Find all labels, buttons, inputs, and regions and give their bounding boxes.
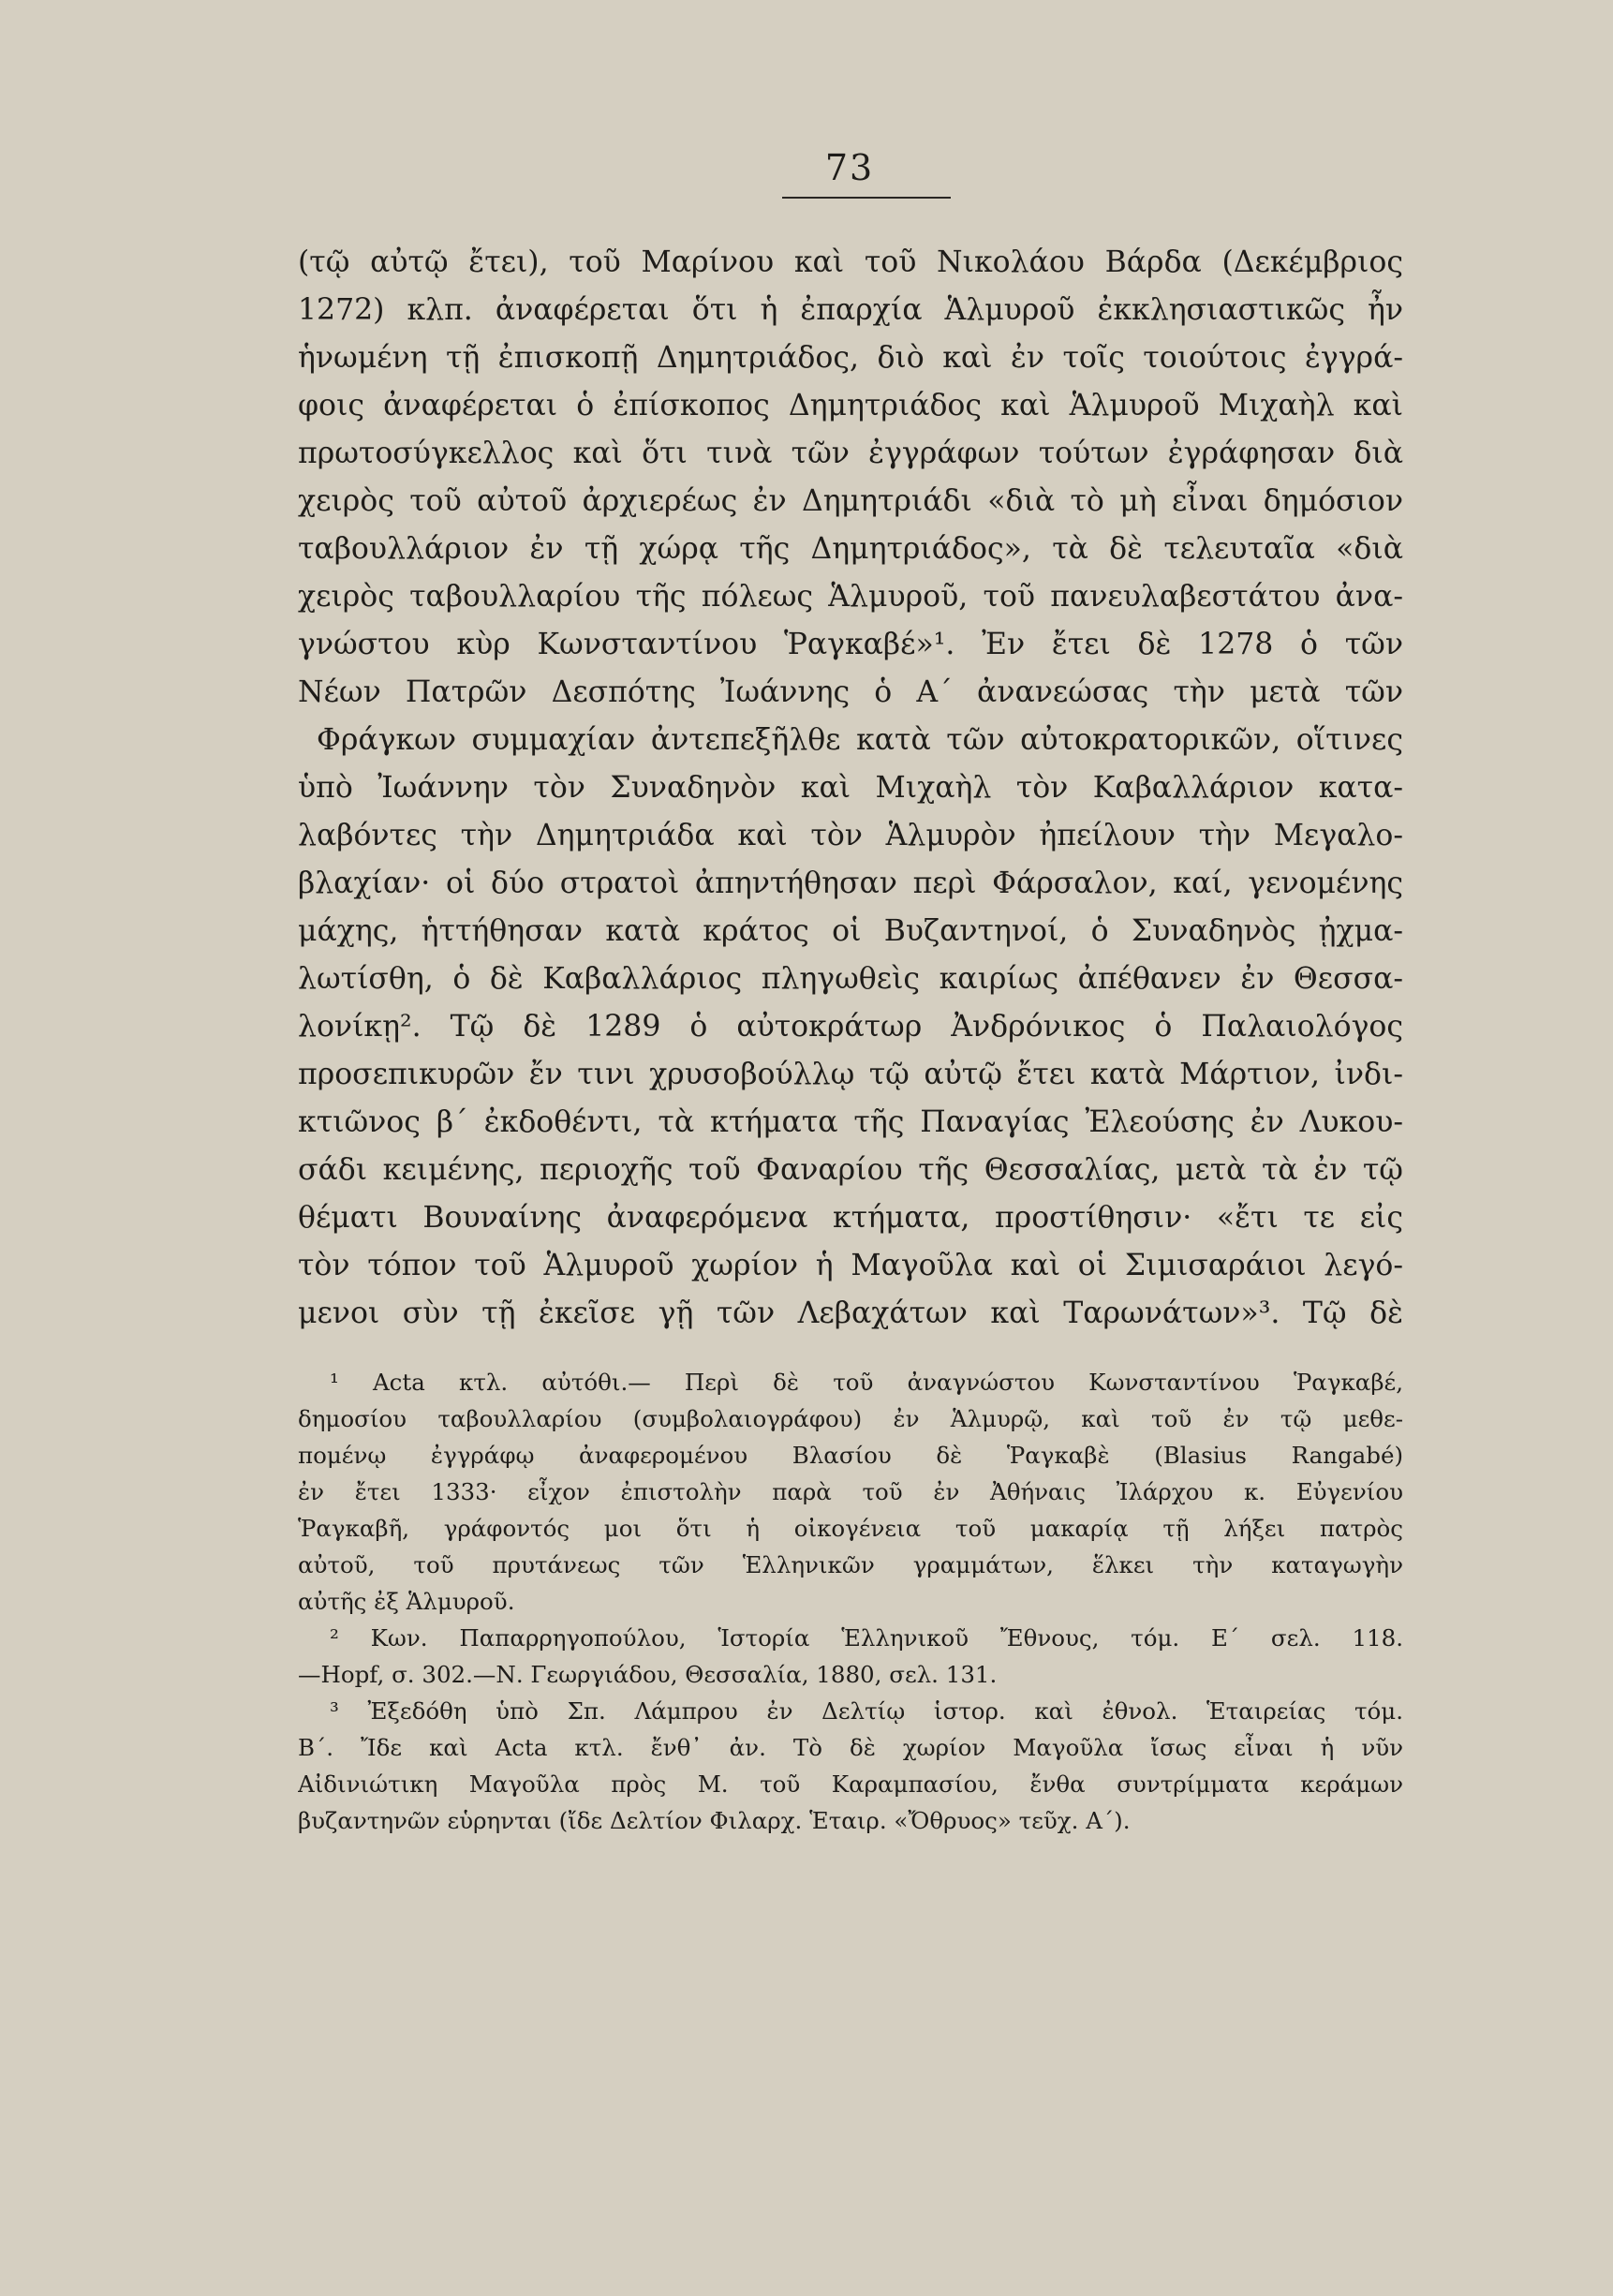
footnote-line: πομένῳ ἐγγράφῳ ἀναφερομένου Βλασίου δὲ Ῥαγκαβὲ (Blasius Rangabé) <box>298 1442 1403 1469</box>
footnote-line: ² Κων. Παπαρρηγοπούλου, Ἱστορία Ἑλληνικοῦ Ἔθνους, τόμ. Ε´ σελ. 118. <box>330 1624 1403 1652</box>
text-line: χειρὸς ταβουλλαρίου τῆς πόλεως Ἁλμυροῦ, τοῦ πανευλαβεστάτου ἀνα- <box>298 580 1403 614</box>
text-line: θέματι Βουναίνης ἀναφερόμενα κτήματα, προστίθησιν· «ἔτι τε εἰς <box>298 1201 1403 1235</box>
text-line: σάδι κειμένης, περιοχῆς τοῦ Φαναρίου τῆς Θεσσαλίας, μετὰ τὰ ἐν τῷ <box>298 1153 1403 1187</box>
text-line: πρωτοσύγκελλος καὶ ὅτι τινὰ τῶν ἐγγράφων τούτων ἐγράφησαν διὰ <box>298 437 1403 470</box>
text-line: βλαχίαν· οἱ δύο στρατοὶ ἀπηντήθησαν περὶ Φάρσαλον, καί, γενομένης <box>298 867 1403 900</box>
text-line: τὸν τόπον τοῦ Ἁλμυροῦ χωρίον ἡ Μαγοῦλα καὶ οἱ Σιμισαράιοι λεγό- <box>298 1249 1403 1282</box>
footnote-line: ἐν ἔτει 1333· εἶχον ἐπιστολὴν παρὰ τοῦ ἐν Ἀθήναις Ἰλάρχου κ. Εὐγενίου <box>298 1478 1403 1505</box>
text-line: μενοι σὺν τῇ ἐκεῖσε γῇ τῶν Λεβαχάτων καὶ Ταρωνάτων»³. Τῷ δὲ <box>298 1296 1403 1330</box>
footnote-line: —Hopf, σ. 302.—Ν. Γεωργιάδου, Θεσσαλία, 1880, σελ. 131. <box>298 1661 998 1688</box>
text-line: ὑπὸ Ἰωάννην τὸν Συναδηνὸν καὶ Μιχαὴλ τὸν Καβαλλάριον κατα- <box>298 771 1403 805</box>
footnote-line: Αἰδινιώτικη Μαγοῦλα πρὸς Μ. τοῦ Καραμπασίου, ἔνθα συντρίμματα κεράμων <box>298 1770 1403 1798</box>
text-line: λωτίσθη, ὁ δὲ Καβαλλάριος πληγωθεὶς καιρίως ἀπέθανεν ἐν Θεσσα- <box>298 962 1403 996</box>
text-line: προσεπικυρῶν ἔν τινι χρυσοβούλλῳ τῷ αὐτῷ ἔτει κατὰ Μάρτιον, ἰνδι- <box>298 1058 1403 1091</box>
text-line: λαβόντες τὴν Δημητριάδα καὶ τὸν Ἁλμυρὸν ἠπείλουν τὴν Μεγαλο- <box>298 819 1403 852</box>
text-line: γνώστου κὺρ Κωνσταντίνου Ῥαγκαβέ»¹. Ἐν ἔτει δὲ 1278 ὁ τῶν <box>298 628 1403 661</box>
text-line: ταβουλλάριον ἐν τῇ χώρᾳ τῆς Δημητριάδος», τὰ δὲ τελευταῖα «διὰ <box>298 532 1403 566</box>
footnote-line: Ῥαγκαβῆ, γράφοντός μοι ὅτι ἡ οἰκογένεια τοῦ μακαρίᾳ τῇ λήξει πατρὸς <box>298 1515 1403 1542</box>
page-number: 73 <box>824 147 875 188</box>
footnote-line: βυζαντηνῶν εὑρηνται (ἴδε Δελτίον Φιλαρχ. Ἑταιρ. «Ὄθρυος» τεῦχ. Α´). <box>298 1807 1131 1834</box>
footnote-line: δημοσίου ταβουλλαρίου (συμβολαιογράφου) ἐν Ἁλμυρῷ, καὶ τοῦ ἐν τῷ μεθε- <box>298 1405 1403 1432</box>
footnote-line: ³ Ἐξεδόθη ὑπὸ Σπ. Λάμπρου ἐν Δελτίῳ ἱστορ. καὶ ἐθνολ. Ἑταιρείας τόμ. <box>330 1697 1403 1725</box>
text-line: (τῷ αὐτῷ ἔτει), τοῦ Μαρίνου καὶ τοῦ Νικολάου Βάρδα (Δεκέμβριος <box>298 245 1403 279</box>
text-line: κτιῶνος β´ ἐκδοθέντι, τὰ κτήματα τῆς Παναγίας Ἐλεούσης ἐν Λυκου- <box>298 1105 1403 1139</box>
text-line: χειρὸς τοῦ αὐτοῦ ἀρχιερέως ἐν Δημητριάδι «διὰ τὸ μὴ εἶναι δημόσιον <box>298 484 1403 518</box>
text-line: Φράγκων συμμαχίαν ἀντεπεξῆλθε κατὰ τῶν αὐτοκρατορικῶν, οἵτινες <box>317 723 1403 757</box>
footnote-line: αὐτοῦ, τοῦ πρυτάνεως τῶν Ἑλληνικῶν γραμμάτων, ἕλκει τὴν καταγωγὴν <box>298 1551 1403 1578</box>
footnote-line: Β´. Ἴδε καὶ Acta κτλ. ἔνθ᾽ ἀν. Τὸ δὲ χωρίον Μαγοῦλα ἴσως εἶναι ἡ νῦν <box>298 1734 1403 1761</box>
text-line: ἡνωμένη τῇ ἐπισκοπῇ Δημητριάδος, διὸ καὶ ἐν τοῖς τοιούτοις ἐγγρά- <box>298 341 1403 375</box>
text-line: Νέων Πατρῶν Δεσπότης Ἰωάννης ὁ Α´ ἀνανεώσας τὴν μετὰ τῶν <box>298 675 1403 709</box>
text-line: μάχης, ἡττήθησαν κατὰ κράτος οἱ Βυζαντηνοί, ὁ Συναδηνὸς ᾐχμα- <box>298 914 1403 948</box>
footnote-line: ¹ Acta κτλ. αὐτόθι.— Περὶ δὲ τοῦ ἀναγνώστου Κωνσταντίνου Ῥαγκαβέ, <box>330 1369 1403 1396</box>
footnote-line: αὐτῆς ἐξ Ἁλμυροῦ. <box>298 1588 515 1615</box>
text-line: 1272) κλπ. ἀναφέρεται ὅτι ἡ ἐπαρχία Ἁλμυροῦ ἐκκλησιαστικῶς ἦν <box>298 293 1403 327</box>
text-line: φοις ἀναφέρεται ὁ ἐπίσκοπος Δημητριάδος καὶ Ἁλμυροῦ Μιχαὴλ καὶ <box>298 389 1403 422</box>
page-number-rule <box>782 197 951 199</box>
text-line: λονίκῃ². Τῷ δὲ 1289 ὁ αὐτοκράτωρ Ἀνδρόνικος ὁ Παλαιολόγος <box>298 1010 1403 1044</box>
